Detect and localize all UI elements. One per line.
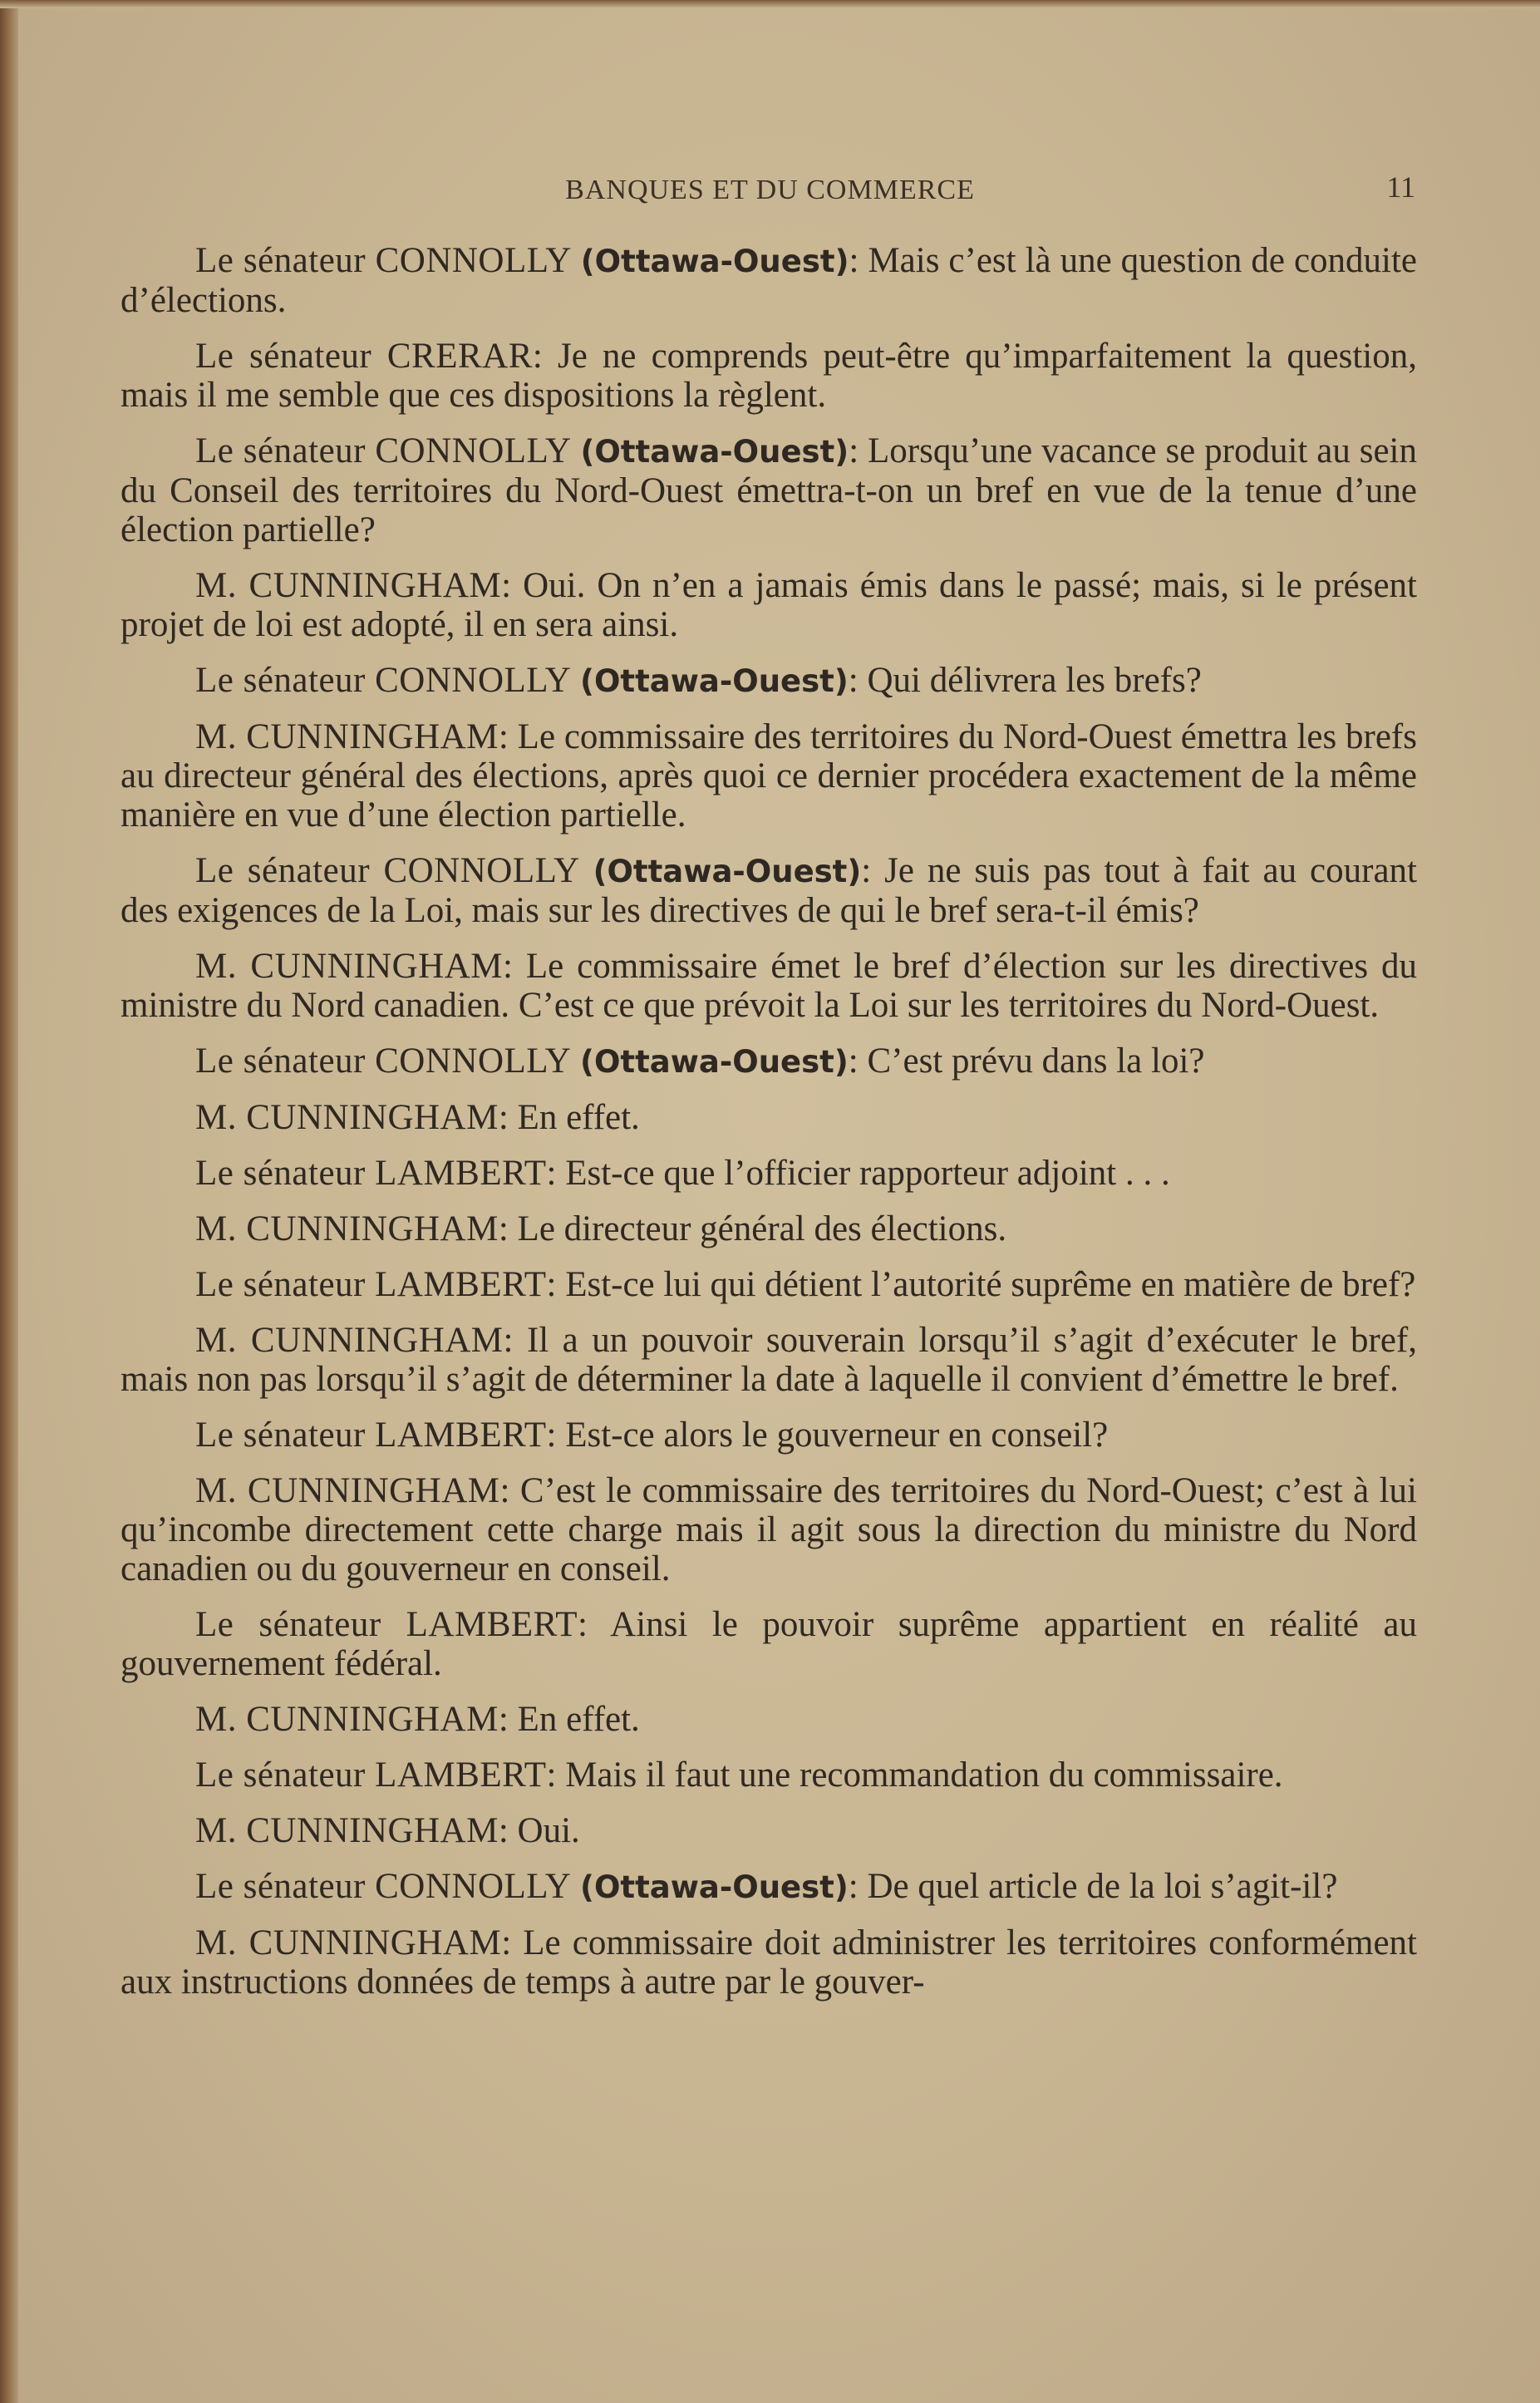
speaker-riding: (Ottawa-Ouest) [580, 663, 849, 699]
speaker-separator: : [503, 947, 513, 986]
speaker-separator: : [532, 337, 543, 376]
speech-text: En effet. [508, 1098, 640, 1137]
speaker-name: Le sénateur LAMBERT [195, 1605, 578, 1644]
speaker-separator: : [546, 1154, 557, 1193]
speech-text: Ainsi le pouvoir suprême appartient en réalité au gouvernement fédéral. [121, 1605, 1417, 1683]
speaker-name: M. CUNNINGHAM [195, 1098, 499, 1137]
speech-text: Est-ce lui qui détient l’autorité suprême en matière de bref? [556, 1265, 1416, 1304]
speaker-separator: : [848, 1041, 859, 1081]
speaker-separator: : [498, 1700, 509, 1739]
speaker-name: M. CUNNINGHAM [195, 1923, 502, 1962]
dialogue-paragraph [121, 851, 1417, 930]
page-number: 11 [1386, 170, 1415, 204]
speaker-separator: : [578, 1605, 588, 1644]
speech-text: Le commissaire doit administrer les territoires conformément aux instructions données de temps à autre par le gouver- [121, 1923, 1417, 2002]
speaker-name: Le sénateur LAMBERT [195, 1154, 547, 1193]
dialogue-paragraph [121, 1755, 1417, 1795]
speech-text: Oui. On n’en a jamais émis dans le passé; mais, si le présent projet de loi est adopté, il en sera ainsi. [121, 566, 1417, 644]
speaker-separator: : [498, 717, 509, 756]
dialogue-paragraph [121, 1471, 1417, 1588]
speaker-separator: : [546, 1416, 557, 1455]
running-title: BANQUES ET DU COMMERCE [565, 175, 975, 205]
speech-text: En effet. [508, 1700, 640, 1739]
speaker-name: M. CUNNINGHAM [195, 947, 504, 986]
speaker-riding: (Ottawa-Ouest) [580, 1044, 849, 1080]
page-header [125, 170, 1415, 208]
dialogue-paragraph [121, 1321, 1417, 1399]
speaker-separator: : [546, 1265, 557, 1304]
speech-text: Le commissaire émet le bref d’élection sur les directives du ministre du Nord canadien. C’est ce que prévoit la Loi sur les territoires du Nord-Ouest. [121, 947, 1418, 1025]
speaker-separator: : [849, 431, 859, 470]
speaker-name: M. CUNNINGHAM [195, 1471, 500, 1510]
dialogue-paragraph [121, 717, 1417, 835]
speaker-separator: : [546, 1755, 557, 1795]
dialogue-paragraph [121, 1605, 1417, 1683]
speaker-name: Le sénateur CONNOLLY [195, 431, 572, 470]
speaker-separator: : [861, 851, 872, 890]
speaker-separator: : [498, 1098, 509, 1137]
dialogue-paragraph [121, 1041, 1417, 1081]
speech-text: Est-ce alors le gouverneur en conseil? [556, 1416, 1109, 1455]
speech-text: Mais il faut une recommandation du commissaire. [556, 1755, 1283, 1795]
dialogue-paragraph [121, 1265, 1417, 1304]
speech-text: Mais c’est là une question de conduite d’élections. [121, 241, 1418, 320]
speech-text: Oui. [508, 1811, 580, 1850]
transcript-body [121, 241, 1417, 2018]
speech-text: C’est prévu dans la loi? [858, 1041, 1205, 1081]
dialogue-paragraph [121, 431, 1417, 549]
speaker-riding: (Ottawa-Ouest) [593, 854, 862, 889]
speech-text: Je ne suis pas tout à fait au courant des exigences de la Loi, mais sur les directives de qui le bref sera-t-il émis? [121, 851, 1417, 930]
speech-text: Lorsqu’une vacance se produit au sein du Conseil des territoires du Nord-Ouest émettra-t-on un bref en vue de la tenue d’une élection partielle? [121, 431, 1417, 549]
dialogue-paragraph [121, 661, 1417, 701]
dialogue-paragraph [121, 1209, 1417, 1248]
book-spine [0, 0, 18, 2403]
speaker-name: Le sénateur CONNOLLY [195, 1867, 572, 1906]
speaker-separator: : [498, 1811, 509, 1850]
dialogue-paragraph [121, 1154, 1417, 1193]
dialogue-paragraph [121, 1700, 1417, 1739]
speech-text: Le commissaire des territoires du Nord-Ouest émettra les brefs au directeur général des élections, après quoi ce dernier procédera exactement de la même manière en vue d’une élection partielle. [121, 717, 1417, 835]
dialogue-paragraph [121, 1923, 1417, 2002]
speaker-name: Le sénateur CONNOLLY [195, 241, 572, 280]
page-top-edge [0, 0, 1540, 8]
speaker-separator: : [499, 1471, 510, 1510]
speaker-separator: : [503, 1321, 514, 1360]
dialogue-paragraph [121, 566, 1417, 644]
speaker-name: Le sénateur LAMBERT [195, 1265, 547, 1304]
speaker-riding: (Ottawa-Ouest) [580, 244, 849, 279]
speaker-name: Le sénateur CONNOLLY [195, 661, 572, 700]
dialogue-paragraph [121, 1416, 1417, 1455]
speaker-name: Le sénateur CONNOLLY [195, 851, 580, 890]
speech-text: Il a un pouvoir souverain lorsqu’il s’agit d’exécuter le bref, mais non pas lorsqu’il s’agit de déterminer la date à laquelle il convient d’émettre le bref. [121, 1321, 1417, 1399]
speaker-name: Le sénateur LAMBERT [195, 1755, 547, 1795]
speech-text: C’est le commissaire des territoires du Nord-Ouest; c’est à lui qu’incombe directement cette charge mais il agit sous la direction du ministre du Nord canadien ou du gouverneur en conseil. [121, 1471, 1417, 1588]
speaker-name: M. CUNNINGHAM [195, 1209, 499, 1248]
speaker-riding: (Ottawa-Ouest) [580, 1869, 849, 1905]
speaker-name: Le sénateur CRERAR [195, 337, 533, 376]
dialogue-paragraph [121, 1811, 1417, 1850]
dialogue-paragraph [121, 1867, 1417, 1907]
speaker-riding: (Ottawa-Ouest) [580, 434, 849, 470]
speech-text: De quel article de la loi s’agit-il? [858, 1867, 1338, 1906]
speech-text: Qui délivrera les brefs? [858, 661, 1202, 700]
dialogue-paragraph [121, 947, 1417, 1025]
speaker-separator: : [849, 241, 859, 280]
speaker-separator: : [498, 1209, 509, 1248]
speaker-name: Le sénateur CONNOLLY [195, 1041, 572, 1081]
speaker-name: M. CUNNINGHAM [195, 717, 499, 756]
speaker-name: M. CUNNINGHAM [195, 566, 502, 605]
speaker-separator: : [501, 1923, 512, 1962]
dialogue-paragraph [121, 1098, 1417, 1137]
speaker-name: M. CUNNINGHAM [195, 1811, 499, 1850]
speaker-separator: : [848, 1867, 859, 1906]
speaker-name: Le sénateur LAMBERT [195, 1416, 547, 1455]
dialogue-paragraph [121, 337, 1417, 415]
dialogue-paragraph [121, 241, 1417, 320]
speaker-separator: : [848, 661, 859, 700]
speaker-separator: : [501, 566, 512, 605]
speech-text: Le directeur général des élections. [508, 1209, 1007, 1248]
speech-text: Je ne comprends peut-être qu’imparfaitement la question, mais il me semble que ces dispositions la règlent. [121, 337, 1417, 415]
speaker-name: M. CUNNINGHAM [195, 1321, 504, 1360]
speaker-name: M. CUNNINGHAM [195, 1700, 499, 1739]
speech-text: Est-ce que l’officier rapporteur adjoint . . . [556, 1154, 1170, 1193]
